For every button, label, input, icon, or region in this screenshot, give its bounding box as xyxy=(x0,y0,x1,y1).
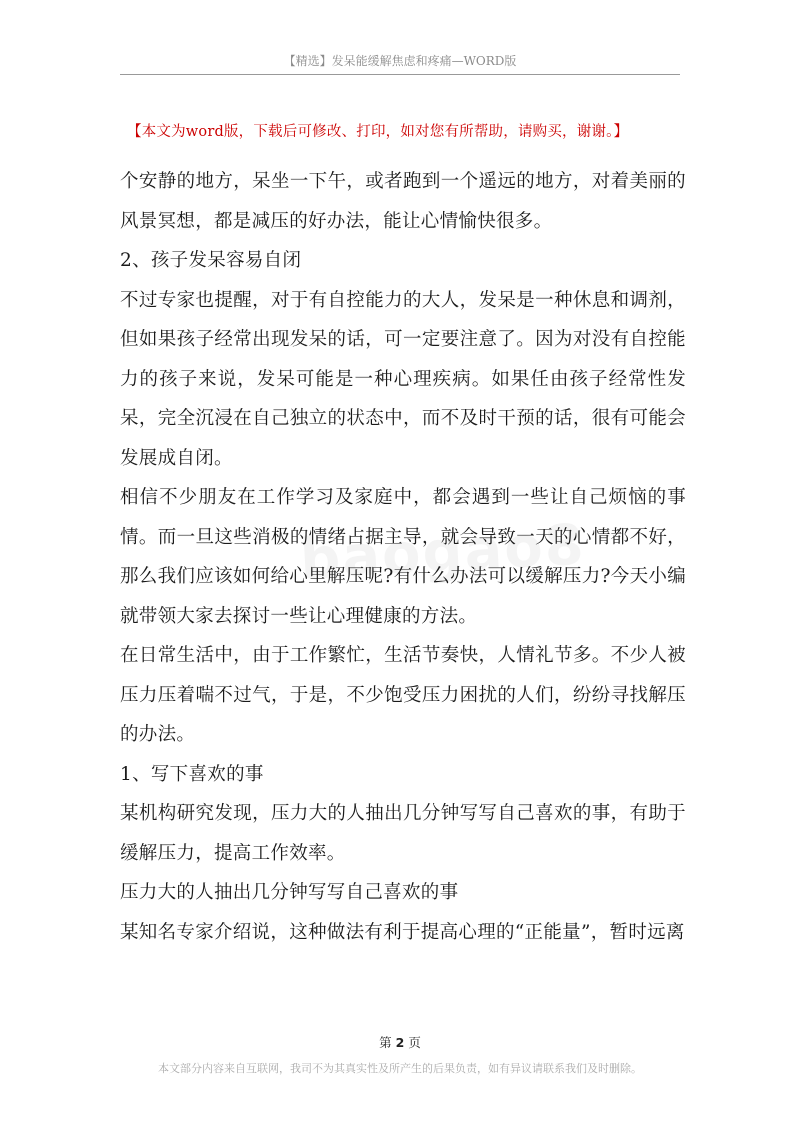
paragraph: 某机构研究发现，压力大的人抽出几分钟写写自己喜欢的事，有助于缓解压力，提高工作效率。 xyxy=(120,803,686,864)
header-title: 【精选】发呆能缓解焦虑和疼痛—WORD版 xyxy=(283,54,517,68)
footer-disclaimer: 本文部分内容来自互联网，我司不为其真实性及所产生的后果负责，如有异议请联系我们及时删除。 xyxy=(158,1062,642,1075)
subheading: 压力大的人抽出几分钟写写自己喜欢的事 xyxy=(120,882,459,903)
page-suffix: 页 xyxy=(408,1035,421,1050)
paragraph: 在日常生活中，由于工作繁忙，生活节奏快，人情礼节多。不少人被压力压着喘不过气，于是，不少饱受压力困扰的人们，纷纷寻找解压的办法。 xyxy=(120,645,686,745)
paragraph: 某知名专家介绍说，这种做法有利于提高心理的“正能量”，暂时远离 xyxy=(120,921,685,943)
page-number xyxy=(0,1033,800,1051)
page-header xyxy=(120,52,680,75)
section-heading: 1、写下喜欢的事 xyxy=(120,763,264,785)
section-heading: 2、孩子发呆容易自闭 xyxy=(120,250,302,271)
document-body xyxy=(120,162,686,952)
download-notice: 【本文为word版，下载后可修改、打印，如对您有所帮助，请购买，谢谢。】 xyxy=(127,124,629,140)
page-number-value: 2 xyxy=(395,1035,405,1050)
paragraph: 不过专家也提醒，对于有自控能力的大人，发呆是一种休息和调剂，但如果孩子经常出现发呆的话，可一定要注意了。因为对没有自控能力的孩子来说，发呆可能是一种心理疾病。如果任由孩子经常性发呆，完全沉浸在自己独立的状态中，而不及时干预的话，很有可能会发展成自闭。 xyxy=(120,289,686,469)
page-prefix: 第 xyxy=(379,1035,392,1050)
paragraph: 个安静的地方，呆坐一下午，或者跑到一个遥远的地方，对着美丽的风景冥想，都是减压的好办法，能让心情愉快很多。 xyxy=(120,171,686,232)
paragraph: 相信不少朋友在工作学习及家庭中，都会遇到一些让自己烦恼的事情。而一旦这些消极的情绪占据主导，就会导致一天的心情都不好，那么我们应该如何给心里解压呢?有什么办法可以缓解压力?今天小编就带领大家去探讨一些让心理健康的方法。 xyxy=(120,487,686,627)
